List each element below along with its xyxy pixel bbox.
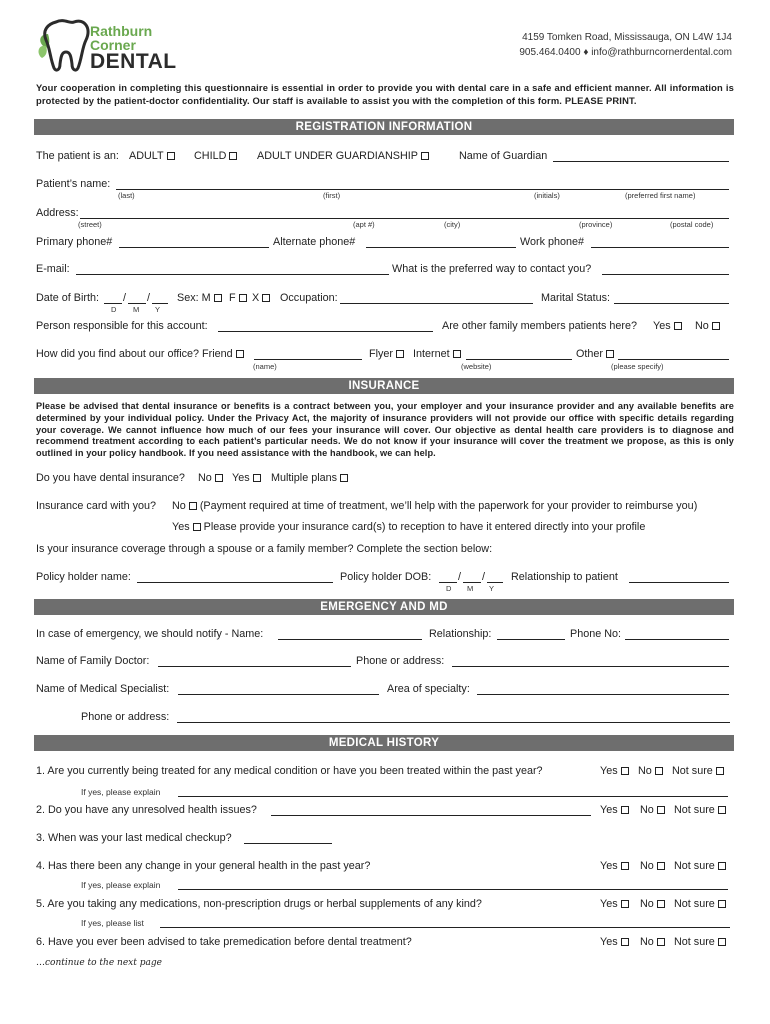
continue-note: …continue to the next page (36, 958, 162, 968)
preferred-contact-label: What is the preferred way to contact you? (392, 263, 592, 275)
question-4: 4. Has there been any change in your general health in the past year? (36, 860, 371, 872)
child-option[interactable]: CHILD (194, 150, 237, 162)
checkbox-icon[interactable] (253, 474, 261, 482)
city-hint: (city) (444, 220, 461, 229)
marital-field[interactable] (614, 303, 729, 304)
guardianship-option[interactable]: ADULT UNDER GUARDIANSHIP (257, 150, 429, 162)
logo-line-3: DENTAL (90, 50, 177, 73)
patient-name-label: Patient’s name: (36, 178, 111, 190)
specialist-field[interactable] (178, 694, 379, 695)
q2-notsure-option[interactable]: Not sure (674, 804, 726, 816)
family-doctor-label: Name of Family Doctor: (36, 655, 150, 667)
spouse-coverage-label: Is your insurance coverage through a spouse or a family member? Complete the section below: (36, 543, 493, 555)
dob-day-field[interactable] (104, 303, 122, 304)
referral-other-option[interactable]: Other (576, 348, 614, 360)
other-field[interactable] (618, 359, 729, 360)
checkbox-icon[interactable] (453, 350, 461, 358)
question-3: 3. When was your last medical checkup? (36, 832, 232, 844)
q1-yes-option[interactable]: Yes (600, 765, 629, 777)
q1-explain-field[interactable] (178, 796, 728, 797)
question-6: 6. Have you ever been advised to take premedication before dental treatment? (36, 936, 412, 948)
q4-explain-field[interactable] (178, 889, 728, 890)
sex-f-option[interactable]: F (229, 292, 247, 304)
website-hint: (website) (461, 362, 492, 371)
referral-friend-option[interactable]: How did you find about our office? Friend (36, 348, 244, 360)
q5-list-label: If yes, please list (81, 918, 144, 928)
multiple-plans-option[interactable]: Multiple plans (271, 472, 348, 484)
alternate-phone-label: Alternate phone# (273, 236, 356, 248)
q6-no-option[interactable]: No (640, 936, 665, 948)
question-2: 2. Do you have any unresolved health issues? (36, 804, 257, 816)
primary-phone-label: Primary phone# (36, 236, 113, 248)
name-hint: (name) (253, 362, 277, 371)
policy-holder-field[interactable] (137, 582, 333, 583)
guardian-name-field[interactable] (553, 161, 729, 162)
checkbox-icon[interactable] (716, 767, 724, 775)
doctor-phone-label: Phone or address: (356, 655, 445, 667)
section-emergency: EMERGENCY AND MD (34, 599, 734, 615)
specialist-phone-label: Phone or address: (81, 711, 170, 723)
responsible-field[interactable] (218, 331, 433, 332)
sex-m-option[interactable]: Sex: M (177, 292, 222, 304)
email-label: E-mail: (36, 263, 70, 275)
day-hint: D (446, 584, 452, 593)
year-hint: Y (489, 584, 495, 593)
checkbox-icon[interactable] (657, 900, 665, 908)
primary-phone-field[interactable] (119, 247, 269, 248)
year-hint: Y (155, 305, 161, 314)
checkbox-icon[interactable] (229, 152, 237, 160)
patient-name-field[interactable] (116, 189, 729, 190)
checkbox-icon[interactable] (718, 938, 726, 946)
checkbox-icon[interactable] (606, 350, 614, 358)
checkbox-icon[interactable] (421, 152, 429, 160)
q4-yes-option[interactable]: Yes (600, 860, 629, 872)
dob-year-field[interactable] (152, 303, 168, 304)
province-hint: (province) (579, 220, 613, 229)
website-field[interactable] (466, 359, 572, 360)
q2-field[interactable] (271, 815, 591, 816)
marital-label: Marital Status: (541, 292, 611, 304)
address-label: Address: (36, 207, 79, 219)
preferred-contact-field[interactable] (602, 274, 729, 275)
checkbox-icon[interactable] (236, 350, 244, 358)
checkbox-icon[interactable] (215, 474, 223, 482)
specialist-label: Name of Medical Specialist: (36, 683, 170, 695)
dob-label: Date of Birth: (36, 292, 100, 304)
checkbox-icon[interactable] (193, 523, 201, 531)
relationship-patient-field[interactable] (629, 582, 729, 583)
month-hint: M (467, 584, 474, 593)
occupation-label: Occupation: (280, 292, 338, 304)
q5-yes-option[interactable]: Yes (600, 898, 629, 910)
q4-notsure-option[interactable]: Not sure (674, 860, 726, 872)
checkbox-icon[interactable] (657, 806, 665, 814)
q4-no-option[interactable]: No (640, 860, 665, 872)
checkbox-icon[interactable] (621, 900, 629, 908)
checkbox-icon[interactable] (189, 502, 197, 510)
dob-separator: / (147, 292, 150, 304)
day-hint: D (111, 305, 117, 314)
checkbox-icon[interactable] (340, 474, 348, 482)
specify-hint: (please specify) (611, 362, 664, 371)
clinic-address: 4159 Tomken Road, Mississauga, ON L4W 1J4 (522, 32, 732, 43)
alternate-phone-field[interactable] (366, 247, 516, 248)
question-5: 5. Are you taking any medications, non-prescription drugs or herbal supplements of any kind? (36, 898, 482, 910)
q5-list-field[interactable] (160, 927, 730, 928)
checkbox-icon[interactable] (167, 152, 175, 160)
dob-separator: / (123, 292, 126, 304)
logo-line-2: Corner (90, 37, 136, 53)
card-no-option[interactable]: No (Payment required at time of treatment, we’ll help with the paperwork for your provider to reimburse you) (172, 500, 698, 512)
insurance-no-option[interactable]: No (198, 472, 223, 484)
family-yes-option[interactable]: Yes (653, 320, 682, 332)
relationship-patient-label: Relationship to patient (511, 571, 618, 583)
emergency-relationship-label: Relationship: (429, 628, 492, 640)
q1-notsure-option[interactable]: Not sure (672, 765, 724, 777)
policy-holder-label: Policy holder name: (36, 571, 131, 583)
insurance-yes-option[interactable]: Yes (232, 472, 261, 484)
checkbox-icon[interactable] (718, 900, 726, 908)
postal-hint: (postal code) (670, 220, 714, 229)
checkbox-icon[interactable] (621, 938, 629, 946)
work-phone-field[interactable] (591, 247, 729, 248)
question-1: 1. Are you currently being treated for any medical condition or have you been treated within the past year? (36, 765, 543, 777)
preferred-name-hint: (preferred first name) (625, 191, 696, 200)
q1-explain-label: If yes, please explain (81, 787, 161, 797)
checkbox-icon[interactable] (262, 294, 270, 302)
checkbox-icon[interactable] (718, 806, 726, 814)
checkbox-icon[interactable] (396, 350, 404, 358)
friend-name-field[interactable] (254, 359, 362, 360)
have-insurance-label: Do you have dental insurance? (36, 472, 185, 484)
q4-explain-label: If yes, please explain (81, 880, 161, 890)
last-hint: (last) (118, 191, 135, 200)
dob-separator: / (482, 571, 485, 583)
street-hint: (street) (78, 220, 102, 229)
month-hint: M (133, 305, 140, 314)
checkbox-icon[interactable] (239, 294, 247, 302)
dob-month-field[interactable] (128, 303, 146, 304)
checkbox-icon[interactable] (621, 806, 629, 814)
checkbox-icon[interactable] (214, 294, 222, 302)
checkbox-icon[interactable] (657, 938, 665, 946)
q2-no-option[interactable]: No (640, 804, 665, 816)
dob-separator: / (458, 571, 461, 583)
checkbox-icon[interactable] (655, 767, 663, 775)
referral-flyer-option[interactable]: Flyer (369, 348, 404, 360)
q1-no-option[interactable]: No (638, 765, 663, 777)
q6-yes-option[interactable]: Yes (600, 936, 629, 948)
checkbox-icon[interactable] (657, 862, 665, 870)
q3-field[interactable] (244, 843, 332, 844)
guardian-name-label: Name of Guardian (459, 150, 548, 162)
family-patients-label: Are other family members patients here? (442, 320, 638, 332)
checkbox-icon[interactable] (712, 322, 720, 330)
apt-hint: (apt #) (353, 220, 375, 229)
emergency-phone-field[interactable] (625, 639, 729, 640)
logo-line-1: Rathburn (90, 23, 153, 39)
adult-option[interactable]: ADULT (129, 150, 175, 162)
specialty-label: Area of specialty: (387, 683, 470, 695)
q5-no-option[interactable]: No (640, 898, 665, 910)
address-field[interactable] (80, 218, 729, 219)
referral-internet-option[interactable]: Internet (413, 348, 461, 360)
clinic-logo (36, 18, 176, 74)
policy-dob-label: Policy holder DOB: (340, 571, 432, 583)
insurance-notice: Please be advised that dental insurance or benefits is a contract between you, your employer and your insurance provider and any available benefits are determined by your individual policy. Under the Privacy Act, the majority of insurance providers will not provide our office with specific details regarding your coverage. We cannot influence how much of our fees your insurance will cover. Our objective as dental health care providers is to diagnose and recommend treatment according to each patient’s particular needs. We do not know if your insurance will cover the treatment we propose, as this is only outlined in your policy handbook. If you need assistance with the handbook, we can help. (36, 401, 734, 459)
insurance-card-label: Insurance card with you? (36, 500, 157, 512)
initials-hint: (initials) (534, 191, 560, 200)
doctor-phone-field[interactable] (452, 666, 729, 667)
emergency-relationship-field[interactable] (497, 639, 565, 640)
intro-text: Your cooperation in completing this questionnaire is essential in order to provide you with dental care in a safe and efficient manner. All information is protected by the patient-doctor confidentiality. Our staff is available to assist you with the completion of this form. PLEASE PRINT. (36, 82, 734, 106)
q5-notsure-option[interactable]: Not sure (674, 898, 726, 910)
policy-dob-month[interactable] (463, 582, 481, 583)
occupation-field[interactable] (340, 303, 533, 304)
emergency-name-label: In case of emergency, we should notify - Name: (36, 628, 264, 640)
responsible-label: Person responsible for this account: (36, 320, 208, 332)
specialty-field[interactable] (477, 694, 729, 695)
checkbox-icon[interactable] (621, 767, 629, 775)
emergency-name-field[interactable] (278, 639, 422, 640)
checkbox-icon[interactable] (674, 322, 682, 330)
first-hint: (first) (323, 191, 341, 200)
patient-type-label: The patient is an: (36, 150, 119, 162)
section-insurance: INSURANCE (34, 378, 734, 394)
clinic-contact: 905.464.0400 ♦ info@rathburncornerdental.com (519, 47, 732, 58)
policy-dob-day[interactable] (439, 582, 457, 583)
work-phone-label: Work phone# (520, 236, 585, 248)
q2-yes-option[interactable]: Yes (600, 804, 629, 816)
tooth-leaf-icon (36, 18, 92, 72)
family-doctor-field[interactable] (158, 666, 351, 667)
emergency-phone-label: Phone No: (570, 628, 622, 640)
checkbox-icon[interactable] (621, 862, 629, 870)
section-medical: MEDICAL HISTORY (34, 735, 734, 751)
policy-dob-year[interactable] (487, 582, 503, 583)
section-registration: REGISTRATION INFORMATION (34, 119, 734, 135)
sex-x-option[interactable]: X (252, 292, 270, 304)
card-yes-option[interactable]: Yes Please provide your insurance card(s) to reception to have it entered directly into your profile (172, 521, 646, 533)
q6-notsure-option[interactable]: Not sure (674, 936, 726, 948)
checkbox-icon[interactable] (718, 862, 726, 870)
specialist-phone-field[interactable] (177, 722, 730, 723)
family-no-option[interactable]: No (695, 320, 720, 332)
email-field[interactable] (76, 274, 389, 275)
